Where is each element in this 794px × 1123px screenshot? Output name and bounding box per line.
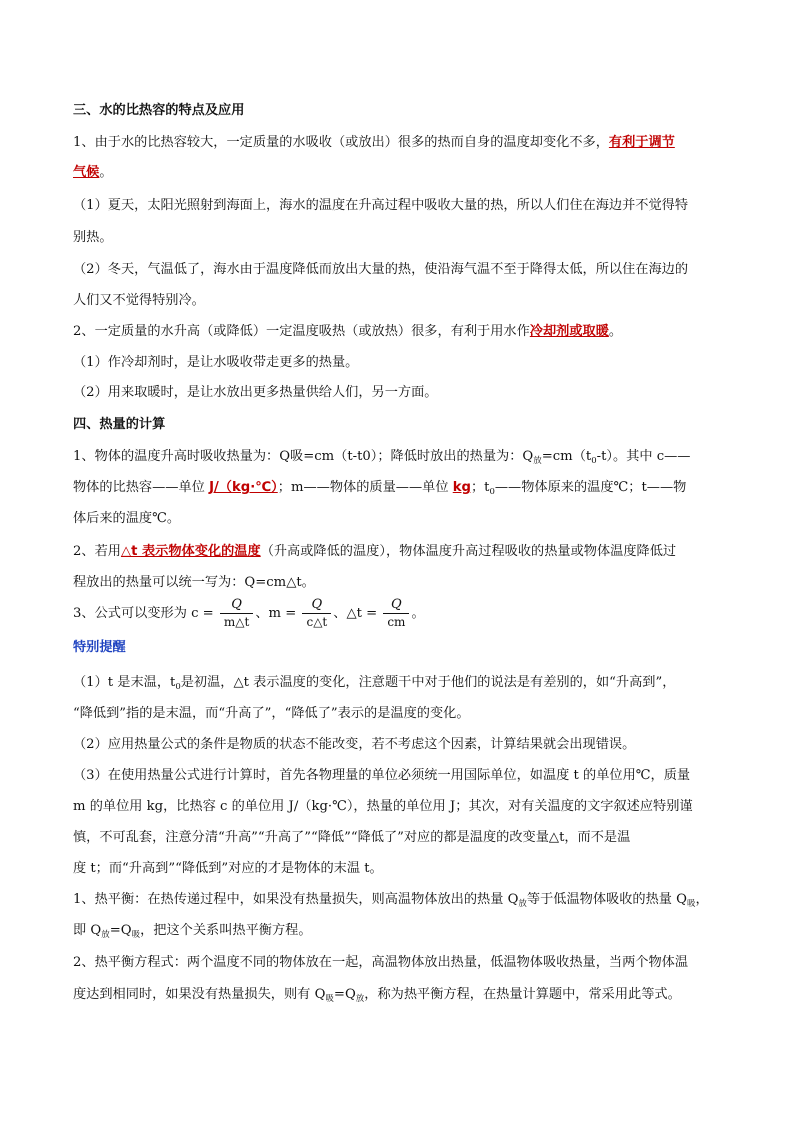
highlight-coolant: 冷却剂或取暖 (529, 324, 609, 339)
text: 。 (608, 324, 623, 339)
subscript: 放 (355, 994, 365, 1004)
paragraph-1-line-1 (73, 133, 675, 153)
text: 2、若用 (73, 544, 121, 559)
tip-3-line-2: m 的单位用 kg，比热容 c 的单位用 J/（kg·℃），热量的单位用 J；其次，对有关温度的文字叙述应特别谨 (73, 799, 693, 814)
text: 、△t = (333, 606, 382, 621)
fraction-denominator: m△t (220, 613, 253, 630)
highlight-unit-specific-heat: J/（kg·℃） (209, 480, 278, 495)
highlight-climate-2: 气候 (73, 165, 100, 180)
paragraph-2 (73, 322, 622, 342)
subscript: 0 (175, 682, 181, 692)
text: （1）t 是末温，t (73, 675, 176, 690)
section-title-heat-calculation: 四、热量的计算 (73, 417, 166, 432)
text: 等于低温物体吸收的热量 Q (526, 892, 687, 907)
highlight-delta-t: △t 表示物体变化的温度 (120, 544, 261, 559)
fraction-numerator: Q (231, 597, 242, 612)
item-2-1: （1）作冷却剂时，是让水吸收带走更多的热量。 (73, 355, 359, 370)
balance-2-line-1: 2、热平衡方程式：两个温度不同的物体放在一起，高温物体放出热量，低温物体吸收热量，当两个物体温 (73, 955, 689, 970)
calc-line-2 (73, 478, 686, 502)
text: 即 Q (73, 923, 102, 938)
text: 。 (99, 165, 113, 180)
text: （升高或降低的温度），物体温度升高过程吸收的热量或物体温度降低过 (260, 544, 677, 559)
subscript: 吸 (687, 899, 696, 909)
subscript: 放 (101, 930, 110, 940)
item-1-1-line-2: 别热。 (73, 230, 113, 245)
fraction-denominator: c△t (302, 613, 331, 630)
text: 是初温，△t 表示温度的变化，注意题干中对于他们的说法是有差别的，如“升高到”， (180, 675, 676, 690)
fraction-denominator: cm (383, 613, 409, 630)
balance-1-line-1 (73, 890, 709, 914)
special-reminder-title: 特别提醒 (73, 640, 126, 655)
tip-3-line-1: （3）在使用热量公式进行计算时，首先各物理量的单位必须统一用国际单位，如温度 t 的单位用℃，质量 (73, 768, 691, 783)
subscript: 放 (518, 899, 527, 909)
text: 2、一定质量的水升高（或降低）一定温度吸热（或放热）很多，有利于用水作 (73, 324, 530, 339)
fraction-numerator: Q (311, 597, 323, 612)
text: ；m——物体的质量——单位 (277, 480, 453, 495)
item-1-2-line-1: （2）冬天，气温低了，海水由于温度降低而放出大量的热，使沿海气温不至于降得太低，所以住在海边的 (73, 262, 689, 277)
subscript: 0 (591, 456, 597, 466)
fraction-delta-t (383, 597, 409, 630)
tip-3-line-3: 慎，不可乱套，注意分清“升高”“升高了”“降低”“降低了”对应的都是温度的改变量△t，而不是温 (73, 830, 631, 845)
text: 3、公式可以变形为 c = (73, 606, 218, 621)
text: 度达到相同时，如果没有热量损失，则有 Q (73, 987, 326, 1002)
text: 1、物体的温度升高时吸收热量为：Q吸=cm（t-t0）；降低时放出的热量为：Q (73, 449, 534, 464)
calc-line-4 (73, 542, 676, 562)
text: =cm（t (541, 449, 592, 464)
fraction-numerator: Q (391, 597, 402, 612)
text: 1、由于水的比热容较大，一定质量的水吸收（或放出）很多的热而自身的温度却变化不多， (73, 135, 609, 150)
paragraph-1-line-2 (73, 163, 113, 183)
subscript: 吸 (131, 930, 141, 940)
text: ；t (470, 480, 490, 495)
item-1-1-line-1: （1）夏天，太阳光照射到海面上，海水的温度在升高过程中吸收大量的热，所以人们住在海边并不觉得特 (73, 198, 689, 213)
highlight-unit-kg: kg (452, 480, 471, 495)
text: ——物体原来的温度℃；t——物 (494, 480, 687, 495)
item-1-2-line-2: 人们又不觉得特别冷。 (73, 293, 205, 308)
calc-line-1 (73, 447, 690, 471)
subscript: 吸 (325, 994, 334, 1004)
fraction-m (302, 597, 331, 630)
tip-1-line-1 (73, 673, 675, 697)
text: ，把这个关系叫热平衡方程。 (140, 923, 312, 938)
text: 1、热平衡：在热传递过程中，如果没有热量损失，则高温物体放出的热量 Q (73, 892, 519, 907)
text: -t）。其中 c—— (596, 449, 691, 464)
subscript: 0 (489, 487, 495, 497)
balance-1-line-2 (73, 921, 312, 945)
calc-line-3: 体后来的温度℃。 (73, 511, 181, 526)
formula-line (73, 597, 425, 631)
section-title-water-specific-heat: 三、水的比热容的特点及应用 (73, 103, 245, 118)
tip-2: （2）应用热量公式的条件是物质的状态不能改变，若不考虑这个因素，计算结果就会出现错误。 (73, 737, 636, 752)
text: =Q (333, 987, 356, 1002)
text: ， (695, 892, 709, 907)
subscript: 放 (533, 456, 542, 466)
balance-2-line-2 (73, 985, 681, 1009)
calc-line-5: 程放出的热量可以统一写为：Q=cm△t。 (73, 575, 315, 590)
text: 。 (411, 606, 425, 621)
text: =Q (109, 923, 132, 938)
item-2-2: （2）用来取暖时，是让水放出更多热量供给人们，另一方面。 (73, 385, 438, 400)
fraction-c (220, 597, 253, 630)
text: ，称为热平衡方程，在热量计算题中，常采用此等式。 (364, 987, 681, 1002)
tip-3-line-4: 度 t；而“升高到”“降低到”对应的才是物体的末温 t。 (73, 861, 383, 876)
highlight-climate: 有利于调节 (608, 135, 675, 150)
text: 物体的比热容——单位 (73, 480, 210, 495)
text: 、m = (255, 606, 301, 621)
tip-1-line-2: “降低到”指的是末温，而“升高了”，“降低了”表示的是温度的变化。 (73, 706, 470, 721)
